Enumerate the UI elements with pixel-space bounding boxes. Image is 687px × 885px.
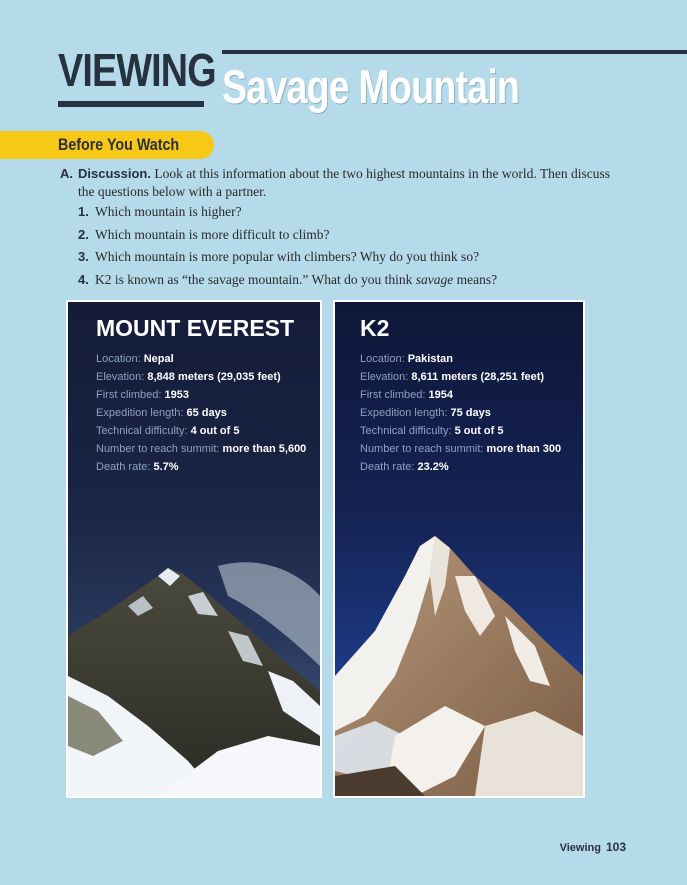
question-text bbox=[95, 271, 497, 289]
fact-label: Death rate: bbox=[96, 461, 151, 473]
question-item bbox=[78, 226, 638, 246]
fact-label: Technical difficulty: bbox=[360, 425, 452, 437]
page-title: Savage Mountain bbox=[222, 60, 520, 113]
everest-photo bbox=[68, 496, 320, 796]
fact-row bbox=[360, 404, 561, 422]
fact-row bbox=[96, 404, 306, 422]
footer-label: Viewing bbox=[559, 842, 601, 854]
question-text: Which mountain is higher? bbox=[95, 204, 242, 219]
fact-row bbox=[96, 368, 306, 386]
question-item bbox=[78, 248, 638, 268]
activity-instructions bbox=[60, 165, 620, 201]
header-top-rule bbox=[222, 50, 687, 54]
mountain-name: MOUNT EVEREST bbox=[96, 315, 295, 341]
fact-value: more than 300 bbox=[486, 443, 562, 455]
question-emphasis: savage bbox=[415, 271, 454, 287]
question-number: 2. bbox=[78, 226, 89, 242]
fact-label: Expedition length: bbox=[360, 407, 448, 419]
question-text: Which mountain is more difficult to climb? bbox=[95, 226, 330, 242]
fact-value: 23.2% bbox=[417, 461, 449, 473]
question-number: 4. bbox=[78, 271, 89, 287]
mountain-facts bbox=[360, 350, 561, 476]
fact-value: more than 5,600 bbox=[222, 443, 307, 455]
question-number: 1. bbox=[78, 204, 89, 219]
activity-paragraph bbox=[78, 165, 620, 201]
fact-value: 65 days bbox=[186, 407, 227, 419]
fact-label: Expedition length: bbox=[96, 407, 184, 419]
fact-value: 4 out of 5 bbox=[190, 425, 240, 437]
section-label: VIEWING bbox=[58, 44, 216, 96]
mountain-name: K2 bbox=[360, 315, 390, 341]
fact-row bbox=[360, 458, 561, 476]
section-tab-label: Before You Watch bbox=[58, 135, 180, 154]
page-footer bbox=[560, 840, 626, 854]
fact-row bbox=[96, 458, 306, 476]
fact-value: 5.7% bbox=[153, 461, 179, 473]
fact-row bbox=[360, 386, 561, 404]
fact-label: First climbed: bbox=[360, 389, 426, 401]
fact-label: Location: bbox=[360, 353, 405, 365]
fact-label: Death rate: bbox=[360, 461, 415, 473]
fact-row bbox=[360, 368, 561, 386]
fact-label: Elevation: bbox=[360, 371, 409, 383]
section-label-underline bbox=[58, 101, 204, 107]
activity-label: Discussion. bbox=[78, 166, 151, 181]
activity-text: Look at this information about the two highest mountains in the world. Then discuss the questions below with a partner. bbox=[78, 166, 611, 199]
fact-row bbox=[96, 422, 306, 440]
fact-row bbox=[360, 350, 561, 368]
fact-label: Technical difficulty: bbox=[96, 425, 188, 437]
fact-label: Elevation: bbox=[96, 371, 145, 383]
fact-value: Nepal bbox=[143, 353, 174, 365]
fact-label: Number to reach summit: bbox=[96, 443, 220, 455]
question-text-part: K2 is known as “the savage mountain.” What do you think bbox=[95, 271, 416, 287]
fact-label: Number to reach summit: bbox=[360, 443, 484, 455]
question-item bbox=[78, 203, 638, 223]
question-list bbox=[78, 203, 638, 293]
section-tab bbox=[0, 131, 214, 159]
fact-value: 1953 bbox=[164, 389, 189, 401]
fact-label: First climbed: bbox=[96, 389, 162, 401]
fact-value: 5 out of 5 bbox=[454, 425, 504, 437]
fact-row bbox=[96, 440, 306, 458]
fact-value: Pakistan bbox=[407, 353, 453, 365]
mountain-facts bbox=[96, 350, 306, 476]
question-text: Which mountain is more popular with climbers? Why do you think so? bbox=[95, 249, 480, 264]
fact-value: 75 days bbox=[450, 407, 491, 419]
fact-row bbox=[96, 386, 306, 404]
mount-everest-card bbox=[66, 300, 322, 798]
question-number: 3. bbox=[78, 249, 89, 264]
k2-photo bbox=[335, 536, 583, 796]
page-number: 103 bbox=[605, 840, 626, 854]
fact-row bbox=[360, 440, 561, 458]
activity-letter: A. bbox=[60, 166, 73, 181]
fact-row bbox=[96, 350, 306, 368]
fact-value: 8,611 meters (28,251 feet) bbox=[411, 371, 545, 383]
fact-value: 8,848 meters (29,035 feet) bbox=[147, 371, 281, 383]
k2-card bbox=[333, 300, 585, 798]
fact-row bbox=[360, 422, 561, 440]
question-text-part: means? bbox=[453, 271, 498, 287]
question-item bbox=[78, 271, 638, 291]
fact-value: 1954 bbox=[428, 389, 453, 401]
fact-label: Location: bbox=[96, 353, 141, 365]
